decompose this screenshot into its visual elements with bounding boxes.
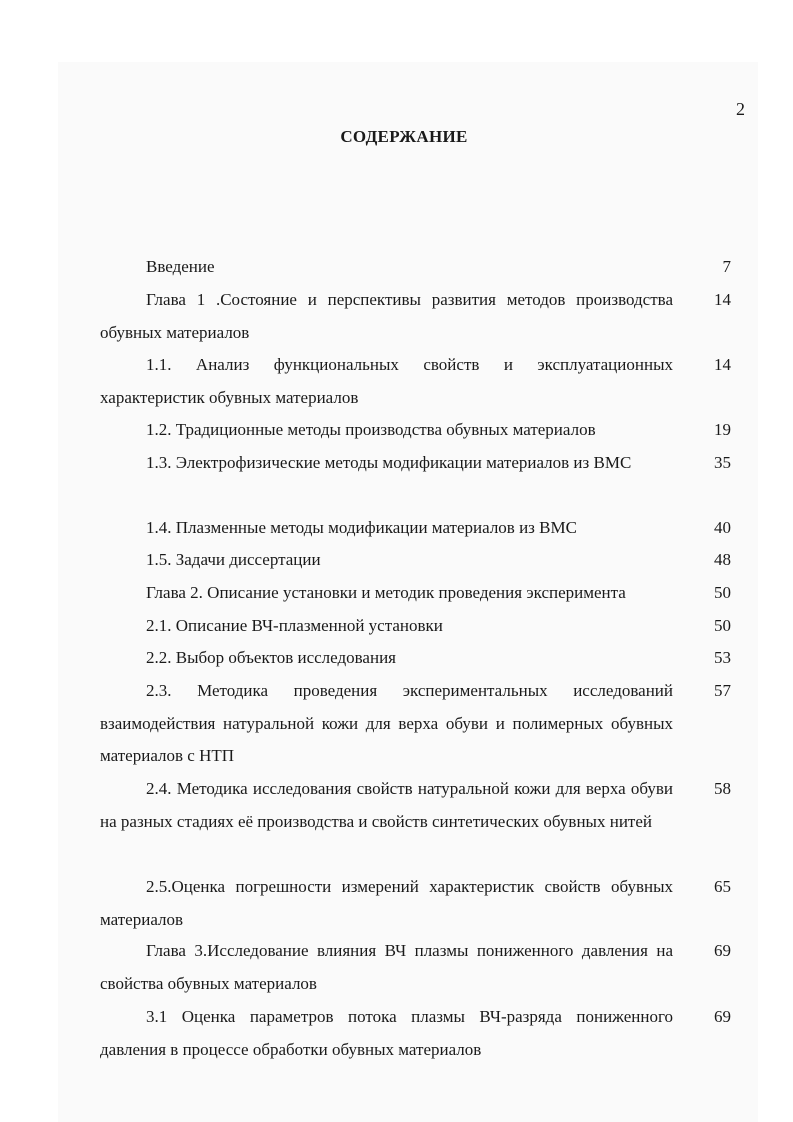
toc-entry-page: 57 [714, 681, 731, 700]
toc-entry-page: 14 [714, 355, 731, 374]
toc-entry-text: Глава 2. Описание установки и методик проведения эксперимента [146, 583, 626, 602]
toc-entry-page: 65 [714, 877, 731, 896]
toc-entry-1-3[interactable] [100, 447, 731, 480]
toc-entry-page: 7 [722, 257, 731, 276]
toc-entry-2-4[interactable] [100, 773, 731, 838]
toc-entry-page: 14 [714, 290, 731, 309]
toc-entry-text: Глава 1 .Состояние и перспективы развития методов производства обувных материалов [100, 290, 673, 342]
toc-entry-page: 50 [714, 583, 731, 602]
toc-entry-text: 2.5.Оценка погрешности измерений характеристик свойств обувных материалов [100, 877, 673, 929]
toc-entry-page: 19 [714, 420, 731, 439]
toc-entry-text: 1.3. Электрофизические методы модификации материалов из ВМС [146, 453, 632, 472]
toc-entry-chapter-2[interactable] [100, 577, 731, 610]
toc-entry-1-4[interactable] [100, 512, 731, 545]
page-title: СОДЕРЖАНИЕ [340, 127, 468, 146]
toc-entry-text: Введение [146, 257, 215, 276]
toc-entry-3-1[interactable] [100, 1001, 731, 1066]
toc-entry-page: 35 [714, 453, 731, 472]
toc-entry-2-5[interactable] [100, 871, 731, 936]
toc-entry-1-1[interactable] [100, 349, 731, 414]
toc-entry-text: 1.1. Анализ функциональных свойств и эксплуатационных характеристик обувных материалов [100, 355, 673, 407]
toc-entry-text: Глава 3.Исследование влияния ВЧ плазмы пониженного давления на свойства обувных материалов [100, 941, 673, 993]
toc-entry-2-2[interactable] [100, 642, 731, 675]
toc-entry-2-1[interactable] [100, 610, 731, 643]
toc-entry-page: 48 [714, 550, 731, 569]
toc-entry-introduction[interactable] [100, 251, 731, 284]
toc-entry-text: 1.5. Задачи диссертации [146, 550, 321, 569]
toc-entry-text: 2.4. Методика исследования свойств натуральной кожи для верха обуви на разных стадиях её производства и свойств синтетических обувных нитей [100, 779, 673, 831]
toc-entry-page: 69 [714, 1007, 731, 1026]
toc-entry-1-2[interactable] [100, 414, 731, 447]
toc-entry-1-5[interactable] [100, 544, 731, 577]
toc-entry-page: 69 [714, 941, 731, 960]
page-number: 2 [736, 99, 745, 119]
toc-entry-text: 3.1 Оценка параметров потока плазмы ВЧ-разряда пониженного давления в процессе обработки обувных материалов [100, 1007, 673, 1059]
toc-entry-chapter-1[interactable] [100, 284, 731, 349]
toc-entry-text: 1.4. Плазменные методы модификации материалов из ВМС [146, 518, 577, 537]
toc-entry-chapter-3[interactable] [100, 935, 731, 1000]
toc-entry-text: 2.1. Описание ВЧ-плазменной установки [146, 616, 443, 635]
toc-entry-page: 58 [714, 779, 731, 798]
toc-entry-page: 40 [714, 518, 731, 537]
toc-entry-page: 53 [714, 648, 731, 667]
toc-entry-page: 50 [714, 616, 731, 635]
toc-entry-text: 2.2. Выбор объектов исследования [146, 648, 396, 667]
toc-entry-text: 1.2. Традиционные методы производства обувных материалов [146, 420, 596, 439]
toc-entry-2-3[interactable] [100, 675, 731, 773]
toc-entry-text: 2.3. Методика проведения экспериментальных исследований взаимодействия натуральной кожи для верха обуви и полимерных обувных материалов с НТП [100, 681, 673, 765]
